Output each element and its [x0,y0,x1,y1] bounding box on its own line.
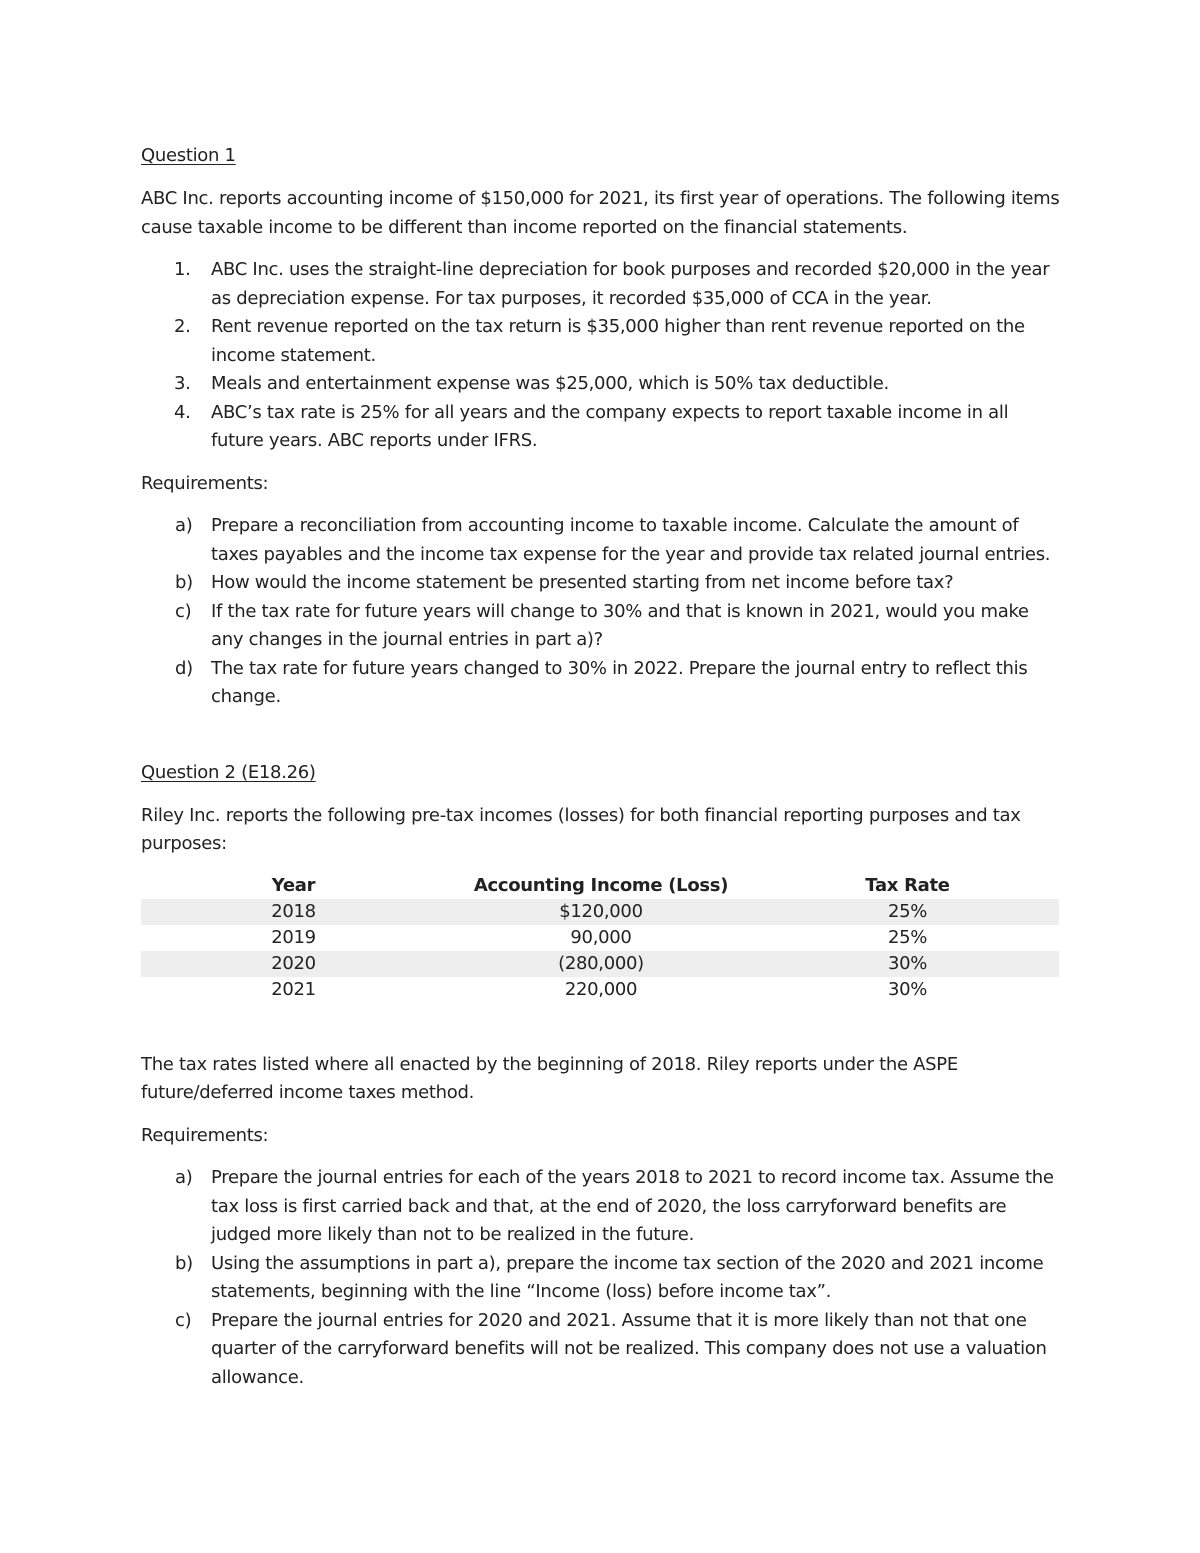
column-header-tax-rate: Tax Rate [865,875,950,896]
question-1-items-list [141,256,1061,456]
list-item-text: The tax rate for future years changed to 30% in 2022. Prepare the journal entry to reflect this change. [211,657,1028,707]
list-item-marker: c) [175,600,192,622]
list-item-marker: b) [175,1252,193,1274]
table-row [141,925,1059,951]
list-item-text: ABC Inc. uses the straight-line depreciation for book purposes and recorded $20,000 in the year as depreciation expense. For tax purposes, it recorded $35,000 of CCA in the year. [211,259,1050,309]
table-cell: $120,000 [446,899,756,925]
list-item-marker: a) [175,1167,193,1188]
question-2-section [141,760,1061,1393]
question-2-note: The tax rates listed where all enacted by the beginning of 2018. Riley reports under the ASPE future/deferred income taxes method. [141,1053,958,1103]
list-item [141,313,1061,370]
table-cell: 2018 [141,899,446,925]
table-cell: 2020 [141,951,446,977]
list-item [141,512,1061,569]
list-item [141,1164,1061,1250]
list-item-text: Using the assumptions in part a), prepare the income tax section of the 2020 and 2021 income statements, beginning with the line “Income (loss) before income tax”. [211,1252,1044,1302]
table-cell: 25% [887,927,928,948]
income-table [141,873,1059,1003]
list-item [141,370,1061,399]
list-item-marker: 4. [174,401,191,423]
list-item [141,598,1061,655]
list-item-text: If the tax rate for future years will change to 30% and that is known in 2021, would you make any changes in the journal entries in part a)? [211,600,1029,650]
table-cell: (280,000) [446,951,756,977]
list-item-marker: b) [175,572,193,593]
list-item [141,655,1061,712]
list-item-marker: 1. [174,259,191,280]
table-row [141,951,1059,977]
table-cell: 25% [756,899,1059,925]
column-header-year: Year [271,875,316,896]
list-item-marker: c) [175,1309,192,1331]
list-item [141,399,1061,456]
table-row [141,977,1059,1003]
table-cell: 2019 [271,927,316,948]
list-item-marker: 2. [174,316,191,337]
question-2-requirements-list [141,1164,1061,1392]
table-cell: 220,000 [564,979,638,1000]
document-page [141,143,1061,1406]
list-item-marker: a) [175,515,193,536]
table-cell: 90,000 [570,927,632,948]
list-item-marker: d) [175,657,193,679]
list-item-text: Prepare a reconciliation from accounting income to taxable income. Calculate the amount of taxes payables and the income tax expense for the year and provide tax related journal entries. [211,515,1051,565]
question-1-heading: Question 1 [141,145,236,166]
question-1-requirements-list [141,512,1061,712]
list-item-text: Meals and entertainment expense was $25,000, which is 50% tax deductible. [211,373,889,394]
list-item [141,569,1061,598]
list-item-text: Prepare the journal entries for each of the years 2018 to 2021 to record income tax. Assume the tax loss is first carried back and that, at the end of 2020, the loss carryforward benefits are judged more likely than not to be realized in the future. [211,1167,1054,1245]
list-item-text: How would the income statement be presented starting from net income before tax? [211,572,954,593]
list-item-text: Rent revenue reported on the tax return is $35,000 higher than rent revenue reported on the income statement. [211,316,1025,366]
list-item-text: ABC’s tax rate is 25% for all years and the company expects to report taxable income in all future years. ABC reports under IFRS. [211,401,1009,451]
question-1-section [141,143,1061,712]
column-header-accounting-income: Accounting Income (Loss) [473,875,729,896]
question-1-intro: ABC Inc. reports accounting income of $150,000 for 2021, its first year of operations. The following items cause taxable income to be different than income reported on the financial statements. [141,188,1060,238]
table-cell: 30% [887,979,928,1000]
question-2-intro: Riley Inc. reports the following pre-tax incomes (losses) for both financial reporting purposes and tax purposes: [141,804,1021,854]
table-row [141,899,1059,925]
table-cell: 2021 [271,979,316,1000]
table-cell: 30% [756,951,1059,977]
list-item [141,1307,1061,1393]
list-item [141,1250,1061,1307]
list-item [141,256,1061,313]
question-2-requirements-label: Requirements: [141,1124,269,1146]
list-item-text: Prepare the journal entries for 2020 and 2021. Assume that it is more likely than not that one quarter of the carryforward benefits will not be realized. This company does not use a valuation allowance. [211,1309,1047,1388]
question-1-requirements-label: Requirements: [141,472,269,494]
list-item-marker: 3. [174,373,191,394]
question-2-heading: Question 2 (E18.26) [141,761,316,783]
table-header-row [141,873,1059,899]
